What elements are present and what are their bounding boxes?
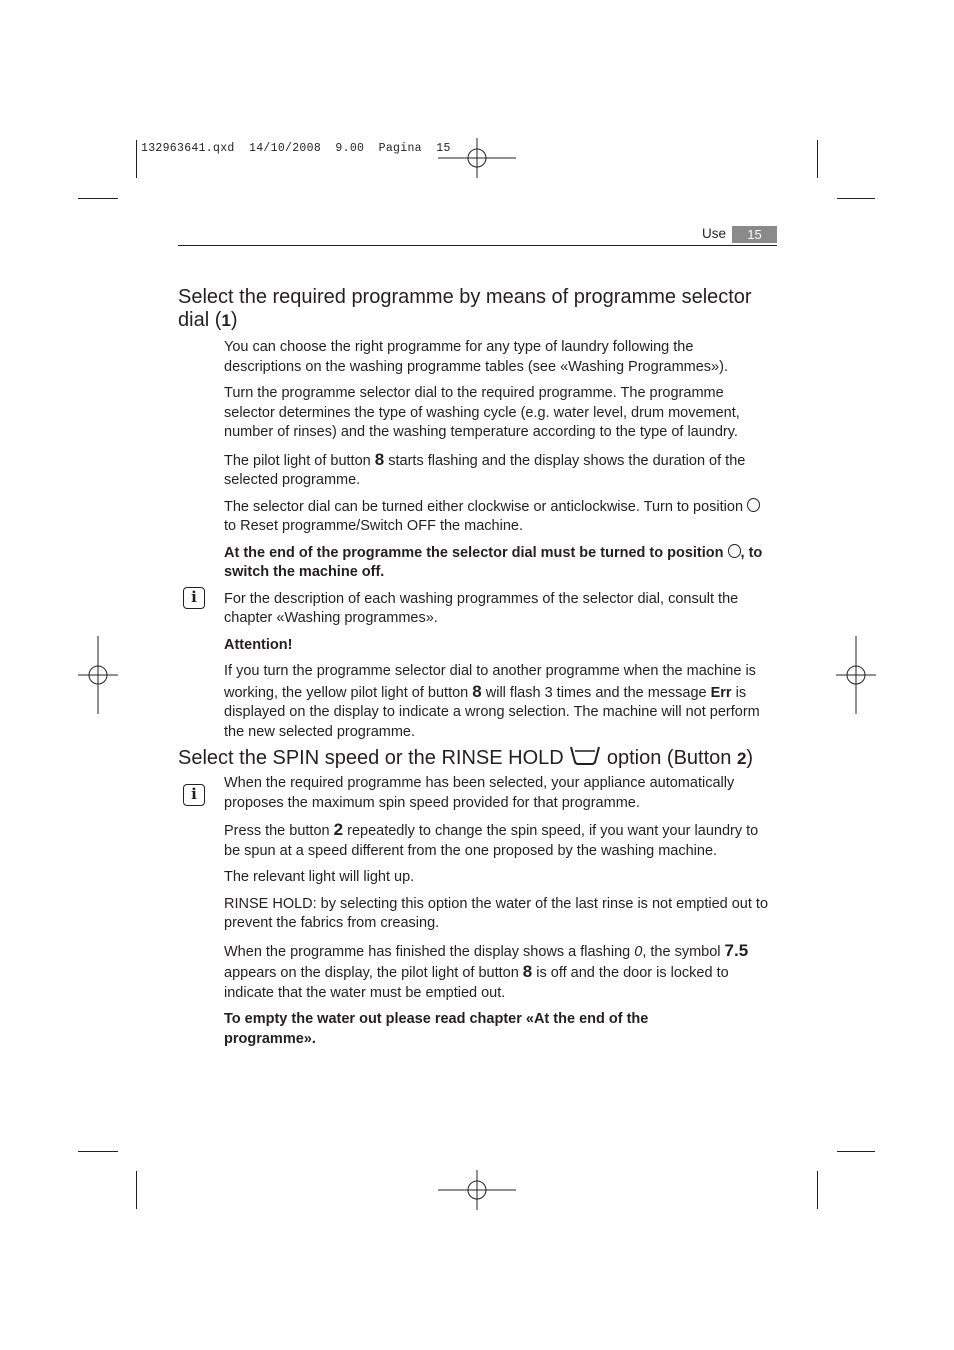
paragraph: Turn the programme selector dial to the required programme. The programme selector determines the type of washing cycle (e.g. water level, drum movement, number of rinses) and the washing temperature according to the type of laundry. <box>224 385 740 440</box>
paragraph: Press the button 2 repeatedly to change the spin speed, if you want your laundry to be spun at a speed different from the one proposed by the washing machine. <box>224 820 759 859</box>
paragraph-info: For the description of each washing programmes of the selector dial, consult the chapter «Washing programmes». <box>224 590 739 626</box>
registration-mark-bottom <box>438 1170 516 1210</box>
section-title-programme-selector: Select the required programme by means of programme selector dial (1) <box>178 286 752 331</box>
print-slug: 132963641.qxd 14/10/2008 9.00 Pagina 15 <box>141 142 451 155</box>
paragraph: When the programme has finished the display shows a flashing 0, the symbol 7.5 appears on the display, the pilot light of button 8 is off and the door is locked to indicate that the water must be emptied out. <box>224 940 749 1001</box>
error-code: Err <box>710 684 732 701</box>
paragraph: The relevant light will light up. <box>224 869 415 885</box>
paragraph-note: To empty the water out please read chapter «At the end of the programme». <box>224 1011 649 1047</box>
display-zero: 0 <box>634 943 643 960</box>
section1-body <box>224 338 772 749</box>
off-position-icon <box>747 498 760 512</box>
header-rule <box>178 245 777 246</box>
info-icon: i <box>183 587 205 609</box>
registration-mark-left <box>78 636 118 714</box>
button-ref: 8 <box>374 449 385 469</box>
registration-mark-right <box>836 636 876 714</box>
button-ref: 1 <box>221 311 231 330</box>
paragraph: The pilot light of button 8 starts flashing and the display shows the duration of the selected programme. <box>224 449 746 488</box>
page-number: 15 <box>732 226 777 243</box>
button-ref: 2 <box>736 749 747 768</box>
paragraph: You can choose the right programme for any type of laundry following the descriptions on the washing programme tables (see «Washing Programmes»). <box>224 339 728 375</box>
button-ref: 8 <box>522 962 533 981</box>
paragraph-warning: At the end of the programme the selector dial must be turned to position , to switch the machine off. <box>224 544 763 580</box>
section2-body <box>224 774 772 1056</box>
attention-heading: Attention! <box>224 636 293 653</box>
rinse-hold-icon <box>569 745 601 765</box>
section-title-spin-speed: Select the SPIN speed or the RINSE HOLD option (Button 2) <box>178 747 754 769</box>
paragraph: The selector dial can be turned either clockwise or anticlockwise. Turn to position to Reset programme/Switch OFF the machine. <box>224 498 772 537</box>
info-icon: i <box>183 784 205 806</box>
button-ref: 8 <box>472 681 482 701</box>
off-position-icon <box>728 544 741 558</box>
button-ref: 2 <box>333 820 344 839</box>
display-symbol: 7.5 <box>724 940 749 960</box>
paragraph: If you turn the programme selector dial to another programme when the machine is working, the yellow pilot light of button 8 will flash 3 times and the message Err is displayed on the display to indicate a wrong selection. The machine will not perform the new selected programme. <box>224 663 760 740</box>
paragraph-info: When the required programme has been selected, your appliance automatically proposes the maximum spin speed provided for that programme. <box>224 775 735 811</box>
paragraph: RINSE HOLD: by selecting this option the water of the last rinse is not emptied out to prevent the fabrics from creasing. <box>224 895 769 931</box>
header-section-label: Use <box>702 226 727 241</box>
